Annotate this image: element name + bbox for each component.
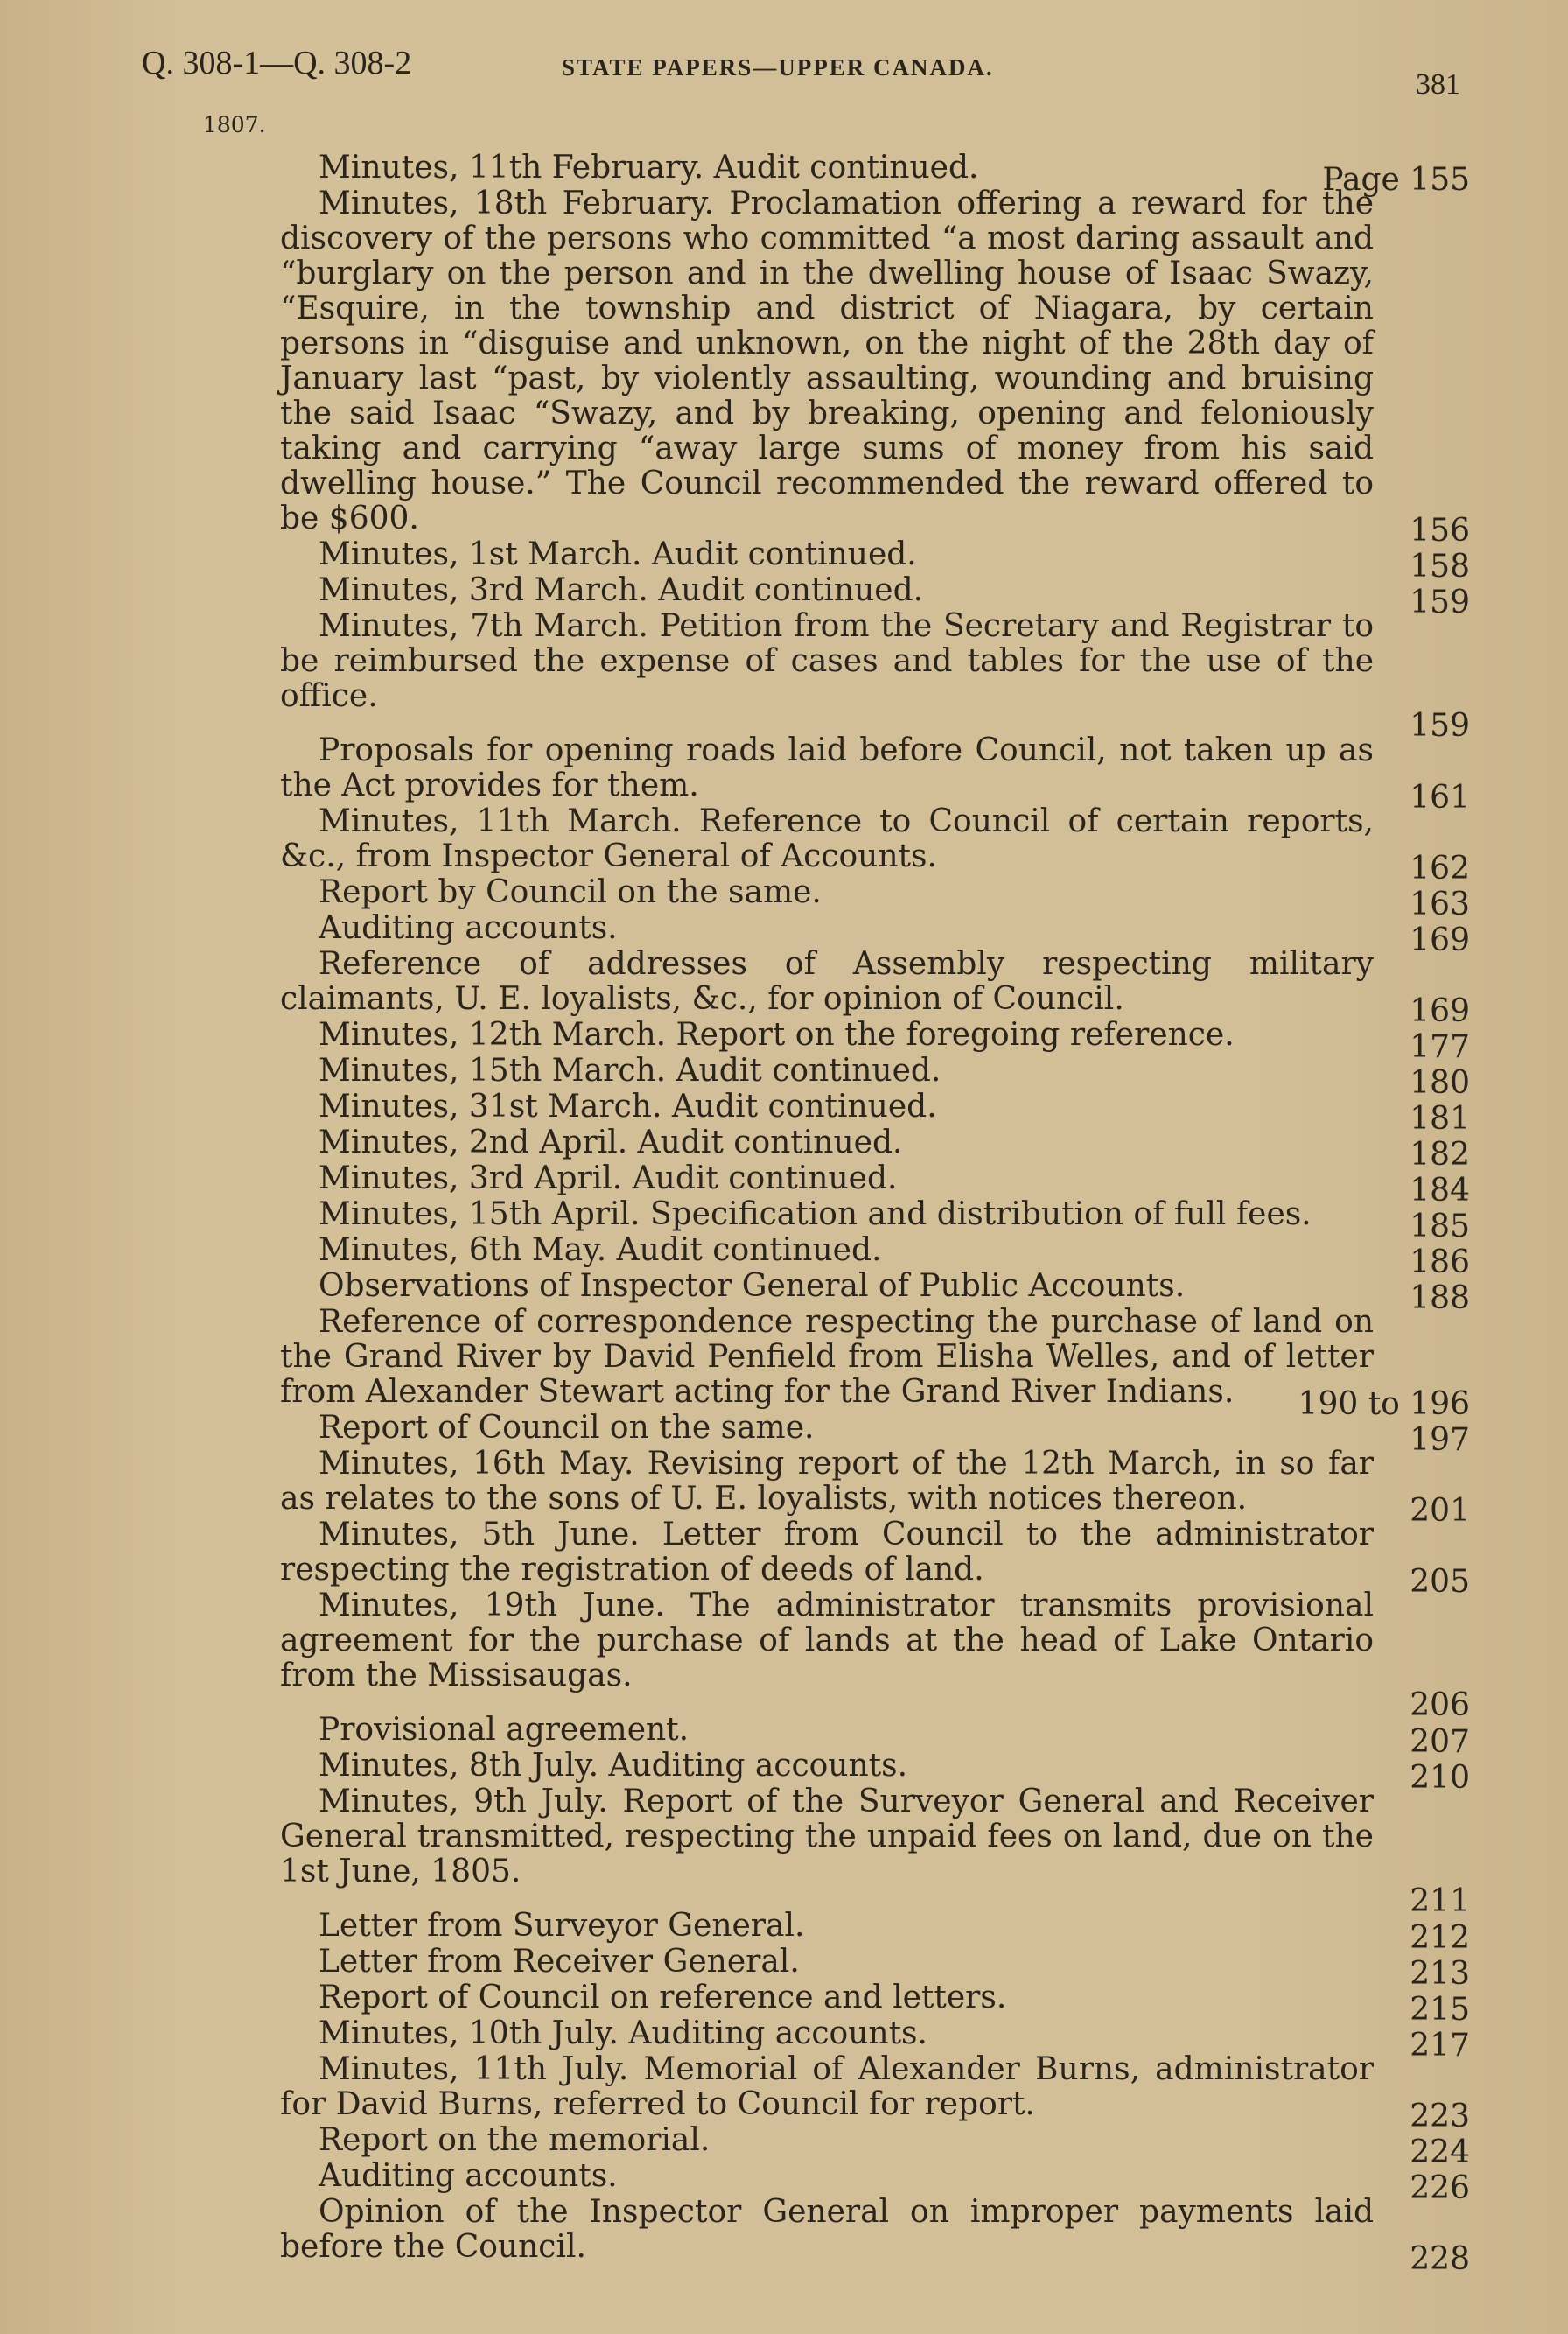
entry-text: Report of Council on the same.: [318, 1410, 815, 1446]
list-item: [280, 186, 1470, 549]
entry-page-ref: 163: [1410, 887, 1470, 922]
entry-text: Minutes, 11th March. Reference to Council of certain reports, &c., from Inspector General of Accounts.: [280, 803, 1374, 874]
entry-text: Auditing accounts.: [318, 2158, 618, 2194]
entry-text: Report on the memorial.: [318, 2122, 710, 2158]
entry-text: Minutes, 16th May. Revising report of the 12th March, in so far as relates to the sons of U. E. loyalists, with notices thereon.: [280, 1446, 1374, 1517]
entry-text: Minutes, 11th July. Memorial of Alexander Burns, administrator for David Burns, referred to Council for report.: [280, 2051, 1374, 2122]
entry-text: Minutes, 15th March. Audit continued.: [318, 1053, 942, 1089]
entry-text: Observations of Inspector General of Public Accounts.: [318, 1268, 1186, 1304]
list-item: [280, 2051, 1470, 2134]
entry-page-ref: 228: [1410, 2241, 1470, 2277]
list-item: [280, 1980, 1470, 2028]
list-item: [280, 1944, 1470, 1992]
entry-page-ref: 181: [1410, 1101, 1470, 1137]
list-item: [280, 803, 1470, 887]
list-item: [280, 910, 1470, 958]
list-item: [280, 1196, 1470, 1244]
entry-text: Minutes, 19th June. The administrator transmits provisional agreement for the purchase of lands at the head of Lake Ontario from the Missisaugas.: [280, 1588, 1374, 1693]
entry-text: Minutes, 18th February. Proclamation offering a reward for the discovery of the persons who committed “a most daring assault and “burglary on the person and in the dwelling house of Isaac Swazy, “Esquire, in the township and district of Niagara, by certain persons in “disguise and unknown, on the night of the 28th day of January last “past, by violently assaulting, wounding and bruising the said Isaac “Swazy, and by breaking, opening and feloniously taking and carrying “away large sums of money from his said dwelling house.” The Council recommended the reward offered to be $600.: [280, 186, 1374, 536]
entry-page-ref: 186: [1410, 1244, 1470, 1280]
entry-page-ref: 197: [1410, 1422, 1470, 1458]
list-item: [280, 1517, 1470, 1600]
list-item: [280, 1588, 1470, 1723]
list-item: [280, 1304, 1470, 1422]
entry-page-ref: 158: [1410, 549, 1470, 585]
entry-text: Minutes, 6th May. Audit continued.: [318, 1232, 882, 1268]
entry-text: Minutes, 2nd April. Audit continued.: [318, 1125, 903, 1160]
entry-text: Minutes, 8th July. Auditing accounts.: [318, 1748, 908, 1784]
list-item: [280, 1232, 1470, 1280]
reference-code: Q. 308-1—Q. 308-2: [142, 45, 412, 81]
list-item: [280, 2015, 1470, 2064]
entry-text: Minutes, 11th February. Audit continued.: [318, 150, 979, 186]
entry-page-ref: 162: [1410, 851, 1470, 887]
entry-page-ref: 185: [1410, 1209, 1470, 1244]
entry-page-ref: 215: [1410, 1992, 1470, 2028]
entry-text: Minutes, 9th July. Report of the Surveyor General and Receiver General transmitted, respecting the unpaid fees on land, due on the 1st June, 1805.: [280, 1784, 1374, 1889]
entry-text: Report by Council on the same.: [318, 874, 822, 910]
entry-page-ref: Page 155: [1322, 162, 1470, 198]
list-item: [280, 572, 1470, 620]
entry-text: Minutes, 31st March. Audit continued.: [318, 1089, 937, 1125]
entry-text: Minutes, 12th March. Report on the foregoing reference.: [318, 1017, 1235, 1053]
list-item: [280, 150, 1470, 198]
entry-text: Minutes, 15th April. Specification and distribution of full fees.: [318, 1196, 1312, 1232]
entry-text: Minutes, 1st March. Audit continued.: [318, 536, 917, 572]
entry-page-ref: 210: [1410, 1760, 1470, 1796]
entry-page-ref: 159: [1410, 585, 1470, 620]
entry-text: Reference of correspondence respecting the purchase of land on the Grand River by David Penfield from Elisha Welles, and of letter from Alexander Stewart acting for the Grand River Indians.: [280, 1304, 1374, 1410]
list-item: [280, 874, 1470, 922]
entry-page-ref: 207: [1410, 1724, 1470, 1760]
entry-page-ref: 159: [1410, 708, 1470, 744]
list-item: [280, 1268, 1470, 1316]
list-item: [280, 1160, 1470, 1209]
year-label: 1807.: [203, 112, 266, 137]
list-item: [280, 2158, 1470, 2206]
entry-page-ref: 217: [1410, 2028, 1470, 2064]
entry-text: Reference of addresses of Assembly respecting military claimants, U. E. loyalists, &c., for opinion of Council.: [280, 946, 1374, 1017]
entry-text: Opinion of the Inspector General on improper payments laid before the Council.: [280, 2194, 1374, 2265]
entry-text: Auditing accounts.: [318, 910, 618, 946]
entry-page-ref: 223: [1410, 2099, 1470, 2134]
list-item: [280, 1784, 1470, 1919]
entry-text: Minutes, 3rd March. Audit continued.: [318, 572, 924, 608]
running-title: STATE PAPERS—UPPER CANADA.: [562, 54, 994, 81]
list-item: [280, 1748, 1470, 1796]
list-item: [280, 1125, 1470, 1173]
entry-text: Report of Council on reference and letters.: [318, 1980, 1007, 2015]
entry-page-ref: 184: [1410, 1173, 1470, 1209]
entry-text: Minutes, 10th July. Auditing accounts.: [318, 2015, 928, 2051]
list-item: [280, 1017, 1470, 1065]
list-item: [280, 1089, 1470, 1137]
entry-page-ref: 169: [1410, 922, 1470, 958]
entry-page-ref: 206: [1410, 1687, 1470, 1723]
entry-text: Letter from Receiver General.: [318, 1944, 800, 1980]
entry-page-ref: 169: [1410, 993, 1470, 1029]
entry-text: Letter from Surveyor General.: [318, 1908, 805, 1944]
entry-page-ref: 213: [1410, 1956, 1470, 1992]
entry-page-ref: 182: [1410, 1137, 1470, 1173]
entry-page-ref: 156: [1410, 513, 1470, 549]
entry-page-ref: 161: [1410, 780, 1470, 816]
entry-page-ref: 211: [1410, 1883, 1470, 1919]
entry-text: Provisional agreement.: [318, 1712, 690, 1748]
entry-page-ref: 205: [1410, 1564, 1470, 1600]
list-item: [280, 1410, 1470, 1458]
list-item: [280, 946, 1470, 1029]
entry-text: Minutes, 5th June. Letter from Council to the administrator respecting the registration of deeds of land.: [280, 1517, 1374, 1588]
list-item: [280, 608, 1470, 744]
list-item: [280, 732, 1470, 816]
entry-page-ref: 201: [1410, 1493, 1470, 1529]
entry-list: [280, 150, 1470, 2277]
list-item: [280, 2122, 1470, 2170]
list-item: [280, 536, 1470, 585]
entry-text: Minutes, 7th March. Petition from the Secretary and Registrar to be reimbursed the expense of cases and tables for the use of the office.: [280, 608, 1374, 714]
entry-page-ref: 226: [1410, 2170, 1470, 2206]
list-item: [280, 2194, 1470, 2277]
entry-page-ref: 180: [1410, 1065, 1470, 1101]
entry-text: Proposals for opening roads laid before Council, not taken up as the Act provides for them.: [280, 732, 1374, 803]
page-number: 381: [1416, 68, 1460, 101]
entry-text: Minutes, 3rd April. Audit continued.: [318, 1160, 898, 1196]
list-item: [280, 1446, 1470, 1529]
entry-page-ref: 212: [1410, 1920, 1470, 1956]
entry-page-ref: 224: [1410, 2134, 1470, 2170]
list-item: [280, 1908, 1470, 1956]
list-item: [280, 1712, 1470, 1760]
entry-page-ref: 190 to 196: [1298, 1386, 1470, 1422]
list-item: [280, 1053, 1470, 1101]
entry-page-ref: 188: [1410, 1280, 1470, 1316]
entry-page-ref: 177: [1410, 1029, 1470, 1065]
